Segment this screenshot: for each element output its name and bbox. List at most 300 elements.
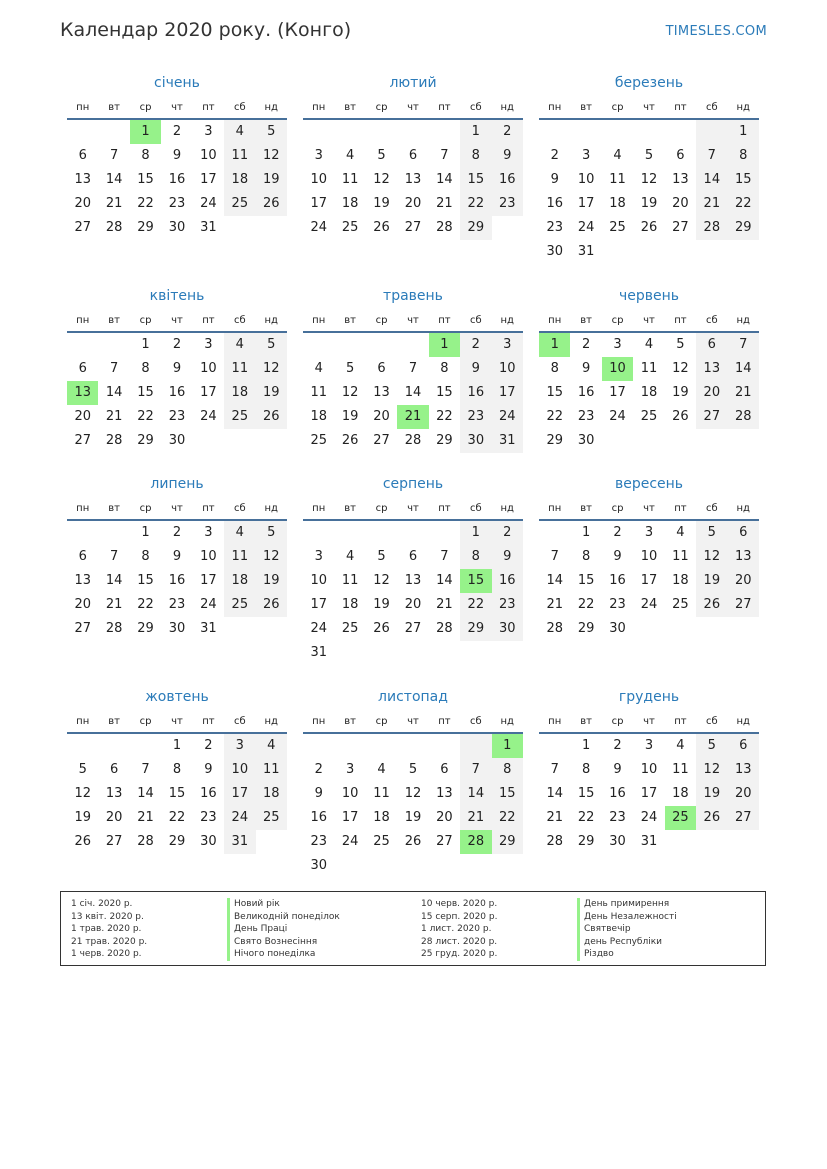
day-cell[interactable]: 14 bbox=[728, 357, 759, 381]
day-cell[interactable]: 27 bbox=[373, 433, 390, 448]
day-cell[interactable]: 29 bbox=[137, 433, 154, 448]
day-cell[interactable]: 11 bbox=[224, 357, 255, 381]
day-cell[interactable]: 4 bbox=[345, 148, 355, 163]
day-cell[interactable]: 15 bbox=[137, 172, 154, 187]
day-cell[interactable]: 25 bbox=[224, 192, 255, 216]
day-cell[interactable]: 29 bbox=[492, 830, 523, 854]
day-cell[interactable]: 24 bbox=[224, 806, 255, 830]
day-cell[interactable]: 31 bbox=[577, 244, 595, 259]
day-cell[interactable]: 12 bbox=[341, 385, 359, 400]
day-cell[interactable]: 5 bbox=[256, 333, 287, 357]
day-cell[interactable]: 21 bbox=[137, 810, 154, 825]
day-cell[interactable]: 24 bbox=[310, 621, 327, 636]
day-cell[interactable]: 8 bbox=[172, 762, 182, 777]
day-cell[interactable]: 1 bbox=[141, 525, 150, 540]
day-cell[interactable]: 17 bbox=[310, 597, 327, 612]
day-cell[interactable]: 29 bbox=[137, 220, 154, 235]
day-cell[interactable]: 23 bbox=[492, 192, 523, 216]
day-cell[interactable]: 20 bbox=[436, 810, 453, 825]
day-cell[interactable]: 13 bbox=[74, 172, 91, 187]
day-cell[interactable]: 16 bbox=[546, 196, 563, 211]
day-cell[interactable]: 8 bbox=[550, 361, 559, 376]
day-cell[interactable]: 9 bbox=[492, 144, 523, 168]
day-cell[interactable]: 7 bbox=[408, 361, 418, 376]
day-cell[interactable]: 21 bbox=[105, 196, 123, 211]
day-cell[interactable]: 10 bbox=[492, 357, 523, 381]
day-cell[interactable]: 3 bbox=[314, 148, 323, 163]
day-cell[interactable]: 3 bbox=[644, 738, 654, 753]
day-cell[interactable]: 14 bbox=[460, 782, 491, 806]
day-cell[interactable]: 26 bbox=[696, 593, 727, 617]
day-cell[interactable]: 12 bbox=[256, 357, 287, 381]
day-cell[interactable]: 3 bbox=[204, 124, 213, 139]
day-cell[interactable]: 6 bbox=[728, 521, 759, 545]
day-cell[interactable]: 15 bbox=[168, 786, 186, 801]
day-cell[interactable]: 28 bbox=[105, 621, 123, 636]
day-cell[interactable]: 11 bbox=[341, 573, 359, 588]
day-cell[interactable]: 31 bbox=[640, 834, 658, 849]
day-cell[interactable]: 25 bbox=[665, 806, 696, 830]
day-cell[interactable]: 10 bbox=[200, 361, 217, 376]
day-cell[interactable]: 25 bbox=[341, 220, 359, 235]
day-cell[interactable]: 8 bbox=[440, 361, 449, 376]
day-cell[interactable]: 2 bbox=[492, 521, 523, 545]
day-cell[interactable]: 28 bbox=[105, 220, 123, 235]
day-cell[interactable]: 13 bbox=[696, 357, 727, 381]
day-cell[interactable]: 5 bbox=[377, 148, 386, 163]
day-cell[interactable]: 15 bbox=[577, 573, 595, 588]
day-cell[interactable]: 21 bbox=[105, 409, 123, 424]
day-cell[interactable]: 12 bbox=[640, 172, 658, 187]
day-cell[interactable]: 16 bbox=[310, 810, 327, 825]
day-cell[interactable]: 7 bbox=[109, 361, 119, 376]
day-cell[interactable]: 30 bbox=[168, 433, 186, 448]
day-cell[interactable]: 1 bbox=[581, 525, 591, 540]
day-cell[interactable]: 14 bbox=[105, 385, 123, 400]
day-cell[interactable]: 20 bbox=[728, 782, 759, 806]
day-cell[interactable]: 21 bbox=[397, 405, 428, 429]
day-cell[interactable]: 27 bbox=[696, 405, 727, 429]
day-cell[interactable]: 23 bbox=[168, 597, 186, 612]
day-cell[interactable]: 18 bbox=[640, 385, 658, 400]
day-cell[interactable]: 22 bbox=[577, 810, 595, 825]
day-cell[interactable]: 19 bbox=[404, 810, 422, 825]
day-cell[interactable]: 6 bbox=[408, 549, 418, 564]
day-cell[interactable]: 1 bbox=[429, 333, 460, 357]
day-cell[interactable]: 8 bbox=[141, 361, 150, 376]
day-cell[interactable]: 13 bbox=[373, 385, 390, 400]
day-cell[interactable]: 17 bbox=[609, 385, 626, 400]
day-cell[interactable]: 30 bbox=[310, 858, 327, 873]
day-cell[interactable]: 5 bbox=[696, 521, 727, 545]
day-cell[interactable]: 5 bbox=[377, 549, 386, 564]
day-cell[interactable]: 13 bbox=[404, 573, 422, 588]
day-cell[interactable]: 2 bbox=[613, 525, 622, 540]
day-cell[interactable]: 25 bbox=[224, 405, 255, 429]
day-cell[interactable]: 27 bbox=[728, 593, 759, 617]
day-cell[interactable]: 13 bbox=[436, 786, 453, 801]
day-cell[interactable]: 22 bbox=[137, 196, 154, 211]
day-cell[interactable]: 27 bbox=[672, 220, 689, 235]
day-cell[interactable]: 13 bbox=[105, 786, 123, 801]
day-cell[interactable]: 15 bbox=[137, 385, 154, 400]
day-cell[interactable]: 19 bbox=[341, 409, 359, 424]
day-cell[interactable]: 28 bbox=[137, 834, 154, 849]
day-cell[interactable]: 20 bbox=[696, 381, 727, 405]
day-cell[interactable]: 16 bbox=[168, 385, 186, 400]
day-cell[interactable]: 5 bbox=[696, 734, 727, 758]
day-cell[interactable]: 10 bbox=[577, 172, 595, 187]
day-cell[interactable]: 12 bbox=[256, 144, 287, 168]
day-cell[interactable]: 2 bbox=[172, 124, 182, 139]
day-cell[interactable]: 11 bbox=[672, 762, 689, 777]
day-cell[interactable]: 2 bbox=[172, 337, 182, 352]
day-cell[interactable]: 8 bbox=[728, 144, 759, 168]
day-cell[interactable]: 25 bbox=[609, 220, 626, 235]
day-cell[interactable]: 22 bbox=[577, 597, 595, 612]
day-cell[interactable]: 20 bbox=[404, 196, 422, 211]
day-cell[interactable]: 23 bbox=[168, 409, 186, 424]
day-cell[interactable]: 20 bbox=[728, 569, 759, 593]
day-cell[interactable]: 20 bbox=[404, 597, 422, 612]
day-cell[interactable]: 1 bbox=[141, 337, 150, 352]
day-cell[interactable]: 8 bbox=[141, 148, 150, 163]
day-cell[interactable]: 27 bbox=[74, 621, 91, 636]
day-cell[interactable]: 19 bbox=[640, 196, 658, 211]
day-cell[interactable]: 12 bbox=[373, 573, 390, 588]
day-cell[interactable]: 7 bbox=[440, 549, 449, 564]
day-cell[interactable]: 27 bbox=[74, 220, 91, 235]
day-cell[interactable]: 16 bbox=[609, 786, 626, 801]
day-cell[interactable]: 26 bbox=[341, 433, 359, 448]
day-cell[interactable]: 7 bbox=[460, 758, 491, 782]
day-cell[interactable]: 20 bbox=[74, 409, 91, 424]
day-cell[interactable]: 24 bbox=[609, 409, 626, 424]
day-cell[interactable]: 9 bbox=[492, 545, 523, 569]
day-cell[interactable]: 26 bbox=[696, 806, 727, 830]
day-cell[interactable]: 12 bbox=[672, 361, 689, 376]
day-cell[interactable]: 4 bbox=[224, 521, 255, 545]
day-cell[interactable]: 26 bbox=[256, 593, 287, 617]
day-cell[interactable]: 25 bbox=[373, 834, 390, 849]
day-cell[interactable]: 13 bbox=[67, 381, 98, 405]
day-cell[interactable]: 6 bbox=[408, 148, 418, 163]
day-cell[interactable]: 8 bbox=[492, 758, 523, 782]
day-cell[interactable]: 22 bbox=[492, 806, 523, 830]
day-cell[interactable]: 7 bbox=[728, 333, 759, 357]
day-cell[interactable]: 16 bbox=[460, 381, 491, 405]
day-cell[interactable]: 7 bbox=[550, 762, 559, 777]
day-cell[interactable]: 30 bbox=[168, 220, 186, 235]
day-cell[interactable]: 29 bbox=[436, 433, 453, 448]
day-cell[interactable]: 30 bbox=[609, 834, 626, 849]
day-cell[interactable]: 1 bbox=[172, 738, 182, 753]
day-cell[interactable]: 16 bbox=[200, 786, 217, 801]
day-cell[interactable]: 2 bbox=[172, 525, 182, 540]
day-cell[interactable]: 17 bbox=[310, 196, 327, 211]
day-cell[interactable]: 8 bbox=[581, 549, 591, 564]
day-cell[interactable]: 28 bbox=[404, 433, 422, 448]
day-cell[interactable]: 29 bbox=[577, 621, 595, 636]
day-cell[interactable]: 25 bbox=[256, 806, 287, 830]
day-cell[interactable]: 22 bbox=[436, 409, 453, 424]
day-cell[interactable]: 11 bbox=[224, 144, 255, 168]
day-cell[interactable]: 15 bbox=[137, 573, 154, 588]
day-cell[interactable]: 15 bbox=[460, 569, 491, 593]
day-cell[interactable]: 29 bbox=[577, 834, 595, 849]
day-cell[interactable]: 11 bbox=[640, 361, 658, 376]
day-cell[interactable]: 6 bbox=[78, 361, 87, 376]
day-cell[interactable]: 22 bbox=[460, 593, 491, 617]
day-cell[interactable]: 3 bbox=[224, 734, 255, 758]
day-cell[interactable]: 26 bbox=[256, 405, 287, 429]
day-cell[interactable]: 8 bbox=[460, 144, 491, 168]
day-cell[interactable]: 19 bbox=[373, 196, 390, 211]
day-cell[interactable]: 22 bbox=[137, 597, 154, 612]
day-cell[interactable]: 31 bbox=[200, 621, 217, 636]
day-cell[interactable]: 29 bbox=[546, 433, 563, 448]
day-cell[interactable]: 23 bbox=[200, 810, 217, 825]
day-cell[interactable]: 19 bbox=[74, 810, 91, 825]
day-cell[interactable]: 6 bbox=[78, 549, 87, 564]
day-cell[interactable]: 30 bbox=[577, 433, 595, 448]
day-cell[interactable]: 27 bbox=[74, 433, 91, 448]
day-cell[interactable]: 5 bbox=[676, 337, 685, 352]
day-cell[interactable]: 4 bbox=[676, 525, 685, 540]
day-cell[interactable]: 4 bbox=[644, 337, 654, 352]
day-cell[interactable]: 30 bbox=[492, 617, 523, 641]
day-cell[interactable]: 19 bbox=[373, 597, 390, 612]
day-cell[interactable]: 26 bbox=[256, 192, 287, 216]
day-cell[interactable]: 25 bbox=[640, 409, 658, 424]
day-cell[interactable]: 10 bbox=[310, 573, 327, 588]
day-cell[interactable]: 4 bbox=[224, 120, 255, 144]
day-cell[interactable]: 18 bbox=[609, 196, 626, 211]
day-cell[interactable]: 23 bbox=[492, 593, 523, 617]
day-cell[interactable]: 3 bbox=[204, 337, 213, 352]
day-cell[interactable]: 11 bbox=[672, 549, 689, 564]
day-cell[interactable]: 24 bbox=[200, 196, 217, 211]
day-cell[interactable]: 3 bbox=[345, 762, 355, 777]
day-cell[interactable]: 27 bbox=[105, 834, 123, 849]
day-cell[interactable]: 21 bbox=[546, 597, 563, 612]
day-cell[interactable]: 13 bbox=[404, 172, 422, 187]
day-cell[interactable]: 9 bbox=[172, 549, 182, 564]
day-cell[interactable]: 1 bbox=[460, 521, 491, 545]
day-cell[interactable]: 8 bbox=[460, 545, 491, 569]
day-cell[interactable]: 22 bbox=[546, 409, 563, 424]
day-cell[interactable]: 14 bbox=[696, 168, 727, 192]
day-cell[interactable]: 28 bbox=[436, 220, 453, 235]
day-cell[interactable]: 30 bbox=[546, 244, 563, 259]
day-cell[interactable]: 7 bbox=[109, 549, 119, 564]
day-cell[interactable]: 15 bbox=[436, 385, 453, 400]
day-cell[interactable]: 9 bbox=[172, 148, 182, 163]
day-cell[interactable]: 6 bbox=[440, 762, 449, 777]
day-cell[interactable]: 24 bbox=[310, 220, 327, 235]
day-cell[interactable]: 17 bbox=[200, 172, 217, 187]
day-cell[interactable]: 4 bbox=[224, 333, 255, 357]
day-cell[interactable]: 9 bbox=[314, 786, 323, 801]
day-cell[interactable]: 21 bbox=[105, 597, 123, 612]
day-cell[interactable]: 17 bbox=[640, 573, 658, 588]
day-cell[interactable]: 9 bbox=[581, 361, 591, 376]
day-cell[interactable]: 4 bbox=[377, 762, 386, 777]
day-cell[interactable]: 11 bbox=[256, 758, 287, 782]
day-cell[interactable]: 22 bbox=[460, 192, 491, 216]
day-cell[interactable]: 18 bbox=[224, 381, 255, 405]
day-cell[interactable]: 1 bbox=[539, 333, 570, 357]
day-cell[interactable]: 1 bbox=[130, 120, 161, 144]
day-cell[interactable]: 9 bbox=[550, 172, 559, 187]
day-cell[interactable]: 5 bbox=[644, 148, 654, 163]
day-cell[interactable]: 23 bbox=[577, 409, 595, 424]
day-cell[interactable]: 21 bbox=[728, 381, 759, 405]
day-cell[interactable]: 7 bbox=[696, 144, 727, 168]
day-cell[interactable]: 26 bbox=[672, 409, 689, 424]
day-cell[interactable]: 10 bbox=[200, 148, 217, 163]
day-cell[interactable]: 16 bbox=[577, 385, 595, 400]
day-cell[interactable]: 17 bbox=[224, 782, 255, 806]
day-cell[interactable]: 22 bbox=[728, 192, 759, 216]
day-cell[interactable]: 19 bbox=[696, 569, 727, 593]
day-cell[interactable]: 1 bbox=[492, 734, 523, 758]
day-cell[interactable]: 1 bbox=[581, 738, 591, 753]
day-cell[interactable]: 29 bbox=[460, 216, 491, 240]
day-cell[interactable]: 3 bbox=[581, 148, 591, 163]
day-cell[interactable]: 24 bbox=[341, 834, 359, 849]
day-cell[interactable]: 2 bbox=[492, 120, 523, 144]
day-cell[interactable]: 28 bbox=[696, 216, 727, 240]
day-cell[interactable]: 1 bbox=[460, 120, 491, 144]
day-cell[interactable]: 29 bbox=[168, 834, 186, 849]
day-cell[interactable]: 30 bbox=[168, 621, 186, 636]
day-cell[interactable]: 28 bbox=[436, 621, 453, 636]
day-cell[interactable]: 19 bbox=[672, 385, 689, 400]
day-cell[interactable]: 9 bbox=[460, 357, 491, 381]
day-cell[interactable]: 22 bbox=[137, 409, 154, 424]
day-cell[interactable]: 14 bbox=[546, 786, 563, 801]
day-cell[interactable]: 16 bbox=[492, 569, 523, 593]
day-cell[interactable]: 17 bbox=[640, 786, 658, 801]
day-cell[interactable]: 19 bbox=[256, 168, 287, 192]
day-cell[interactable]: 11 bbox=[373, 786, 390, 801]
day-cell[interactable]: 8 bbox=[141, 549, 150, 564]
day-cell[interactable]: 28 bbox=[460, 830, 491, 854]
day-cell[interactable]: 29 bbox=[728, 216, 759, 240]
day-cell[interactable]: 2 bbox=[314, 762, 323, 777]
day-cell[interactable]: 13 bbox=[672, 172, 689, 187]
day-cell[interactable]: 9 bbox=[613, 762, 622, 777]
day-cell[interactable]: 9 bbox=[613, 549, 622, 564]
day-cell[interactable]: 23 bbox=[168, 196, 186, 211]
day-cell[interactable]: 13 bbox=[74, 573, 91, 588]
day-cell[interactable]: 17 bbox=[200, 385, 217, 400]
day-cell[interactable]: 23 bbox=[609, 597, 626, 612]
day-cell[interactable]: 6 bbox=[377, 361, 386, 376]
day-cell[interactable]: 14 bbox=[105, 172, 123, 187]
day-cell[interactable]: 29 bbox=[460, 617, 491, 641]
day-cell[interactable]: 5 bbox=[256, 521, 287, 545]
day-cell[interactable]: 4 bbox=[314, 361, 323, 376]
day-cell[interactable]: 23 bbox=[310, 834, 327, 849]
day-cell[interactable]: 13 bbox=[728, 758, 759, 782]
day-cell[interactable]: 10 bbox=[640, 549, 658, 564]
day-cell[interactable]: 3 bbox=[492, 333, 523, 357]
day-cell[interactable]: 17 bbox=[341, 810, 359, 825]
day-cell[interactable]: 6 bbox=[696, 333, 727, 357]
day-cell[interactable]: 11 bbox=[341, 172, 359, 187]
day-cell[interactable]: 18 bbox=[672, 786, 689, 801]
day-cell[interactable]: 12 bbox=[696, 545, 727, 569]
day-cell[interactable]: 17 bbox=[577, 196, 595, 211]
day-cell[interactable]: 31 bbox=[200, 220, 217, 235]
day-cell[interactable]: 1 bbox=[728, 120, 759, 144]
day-cell[interactable]: 24 bbox=[492, 405, 523, 429]
day-cell[interactable]: 25 bbox=[310, 433, 327, 448]
day-cell[interactable]: 14 bbox=[137, 786, 154, 801]
day-cell[interactable]: 24 bbox=[640, 810, 658, 825]
day-cell[interactable]: 31 bbox=[492, 429, 523, 453]
day-cell[interactable]: 3 bbox=[644, 525, 654, 540]
day-cell[interactable]: 27 bbox=[436, 834, 453, 849]
day-cell[interactable]: 26 bbox=[373, 220, 390, 235]
day-cell[interactable]: 9 bbox=[204, 762, 213, 777]
day-cell[interactable]: 21 bbox=[696, 192, 727, 216]
day-cell[interactable]: 18 bbox=[310, 409, 327, 424]
day-cell[interactable]: 24 bbox=[200, 597, 217, 612]
day-cell[interactable]: 10 bbox=[640, 762, 658, 777]
day-cell[interactable]: 20 bbox=[74, 597, 91, 612]
day-cell[interactable]: 4 bbox=[613, 148, 622, 163]
day-cell[interactable]: 18 bbox=[341, 597, 359, 612]
day-cell[interactable]: 20 bbox=[373, 409, 390, 424]
day-cell[interactable]: 7 bbox=[109, 148, 119, 163]
day-cell[interactable]: 6 bbox=[676, 148, 685, 163]
day-cell[interactable]: 30 bbox=[609, 621, 626, 636]
day-cell[interactable]: 28 bbox=[546, 621, 563, 636]
day-cell[interactable]: 19 bbox=[696, 782, 727, 806]
day-cell[interactable]: 6 bbox=[109, 762, 119, 777]
day-cell[interactable]: 19 bbox=[256, 381, 287, 405]
day-cell[interactable]: 20 bbox=[74, 196, 91, 211]
day-cell[interactable]: 18 bbox=[224, 569, 255, 593]
day-cell[interactable]: 12 bbox=[696, 758, 727, 782]
day-cell[interactable]: 25 bbox=[341, 621, 359, 636]
day-cell[interactable]: 16 bbox=[168, 573, 186, 588]
day-cell[interactable]: 29 bbox=[137, 621, 154, 636]
day-cell[interactable]: 21 bbox=[436, 597, 453, 612]
day-cell[interactable]: 3 bbox=[204, 525, 213, 540]
day-cell[interactable]: 6 bbox=[78, 148, 87, 163]
day-cell[interactable]: 19 bbox=[256, 569, 287, 593]
day-cell[interactable]: 17 bbox=[492, 381, 523, 405]
day-cell[interactable]: 28 bbox=[728, 405, 759, 429]
day-cell[interactable]: 15 bbox=[728, 168, 759, 192]
day-cell[interactable]: 10 bbox=[200, 549, 217, 564]
day-cell[interactable]: 23 bbox=[609, 810, 626, 825]
day-cell[interactable]: 31 bbox=[224, 830, 255, 854]
day-cell[interactable]: 10 bbox=[602, 357, 633, 381]
day-cell[interactable]: 9 bbox=[172, 361, 182, 376]
day-cell[interactable]: 2 bbox=[550, 148, 559, 163]
day-cell[interactable]: 12 bbox=[256, 545, 287, 569]
day-cell[interactable]: 12 bbox=[404, 786, 422, 801]
day-cell[interactable]: 17 bbox=[200, 573, 217, 588]
day-cell[interactable]: 23 bbox=[460, 405, 491, 429]
day-cell[interactable]: 20 bbox=[672, 196, 689, 211]
day-cell[interactable]: 3 bbox=[613, 337, 622, 352]
